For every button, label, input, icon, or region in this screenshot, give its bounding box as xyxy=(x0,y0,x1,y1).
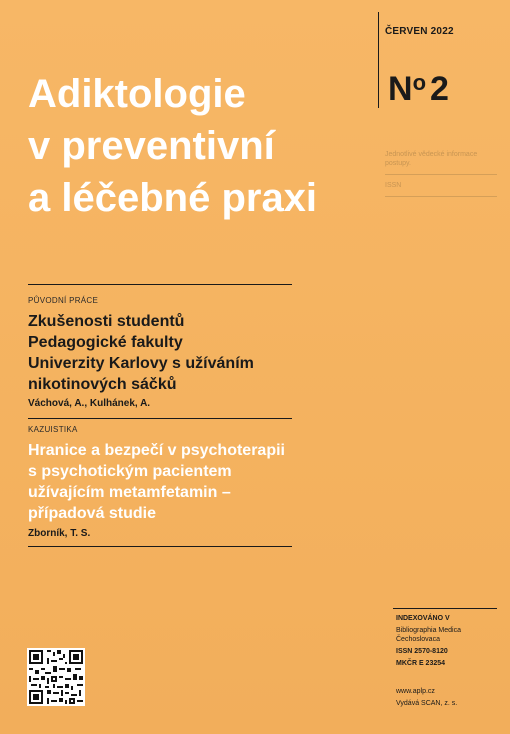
article-title-line: Zkušenosti studentů xyxy=(28,313,185,330)
indexing-line: Čechoslovaca xyxy=(396,636,440,643)
publisher-footer xyxy=(396,686,457,710)
section-divider xyxy=(28,546,292,547)
article-title xyxy=(28,311,318,395)
journal-title xyxy=(28,68,378,224)
section-divider xyxy=(28,418,292,419)
faint-line: ISSN xyxy=(385,182,402,189)
issue-prefix: N xyxy=(388,70,413,108)
website: www.aplp.cz xyxy=(396,688,435,695)
issue-digit: 2 xyxy=(430,70,449,108)
article-title-line: s psychotickým pacientem xyxy=(28,463,232,480)
section-divider xyxy=(28,284,292,285)
mkcr-registration: MKČR E 23254 xyxy=(396,660,446,667)
journal-title-line: v preventivní xyxy=(28,124,275,168)
article-authors: Váchová, A., Kulhánek, A. xyxy=(28,398,151,409)
publisher: Vydává SCAN, z. s. xyxy=(396,700,458,707)
index-divider xyxy=(393,608,497,609)
article-title-line: Hranice a bezpečí v psychoterapii xyxy=(28,442,285,459)
issue-number xyxy=(388,72,449,106)
faint-rule xyxy=(385,174,497,175)
journal-title-line: a léčebné praxi xyxy=(28,176,318,220)
indexing-block xyxy=(396,614,506,668)
indexing-line: Bibliographia Medica xyxy=(396,627,461,634)
issue-symbol: o xyxy=(412,70,427,95)
article-authors: Zborník, T. S. xyxy=(28,528,91,539)
indexing-heading: INDEXOVÁNO V xyxy=(396,615,450,622)
issue-date: ČERVEN 2022 xyxy=(385,26,454,37)
article-title-line: nikotinových sáčků xyxy=(28,376,177,393)
faint-background-text xyxy=(385,150,497,203)
article-title xyxy=(28,440,318,524)
article-title-line: Univerzity Karlovy s užíváním xyxy=(28,355,254,372)
faint-line: postupy. xyxy=(385,160,411,167)
section-label: PŮVODNÍ PRÁCE xyxy=(28,296,99,305)
article-title-line: Pedagogické fakulty xyxy=(28,334,183,351)
faint-rule xyxy=(385,196,497,197)
article-title-line: případová studie xyxy=(28,505,157,522)
header-divider xyxy=(378,12,379,108)
journal-title-line: Adiktologie xyxy=(28,72,246,116)
faint-line: Jednotlivé vědecké informace xyxy=(385,151,478,158)
section-label: KAZUISTIKA xyxy=(28,425,78,434)
qr-code xyxy=(27,648,85,706)
issn: ISSN 2570-8120 xyxy=(396,648,448,655)
qr-code-icon xyxy=(27,648,85,706)
article-title-line: užívajícím metamfetamin – xyxy=(28,484,231,501)
